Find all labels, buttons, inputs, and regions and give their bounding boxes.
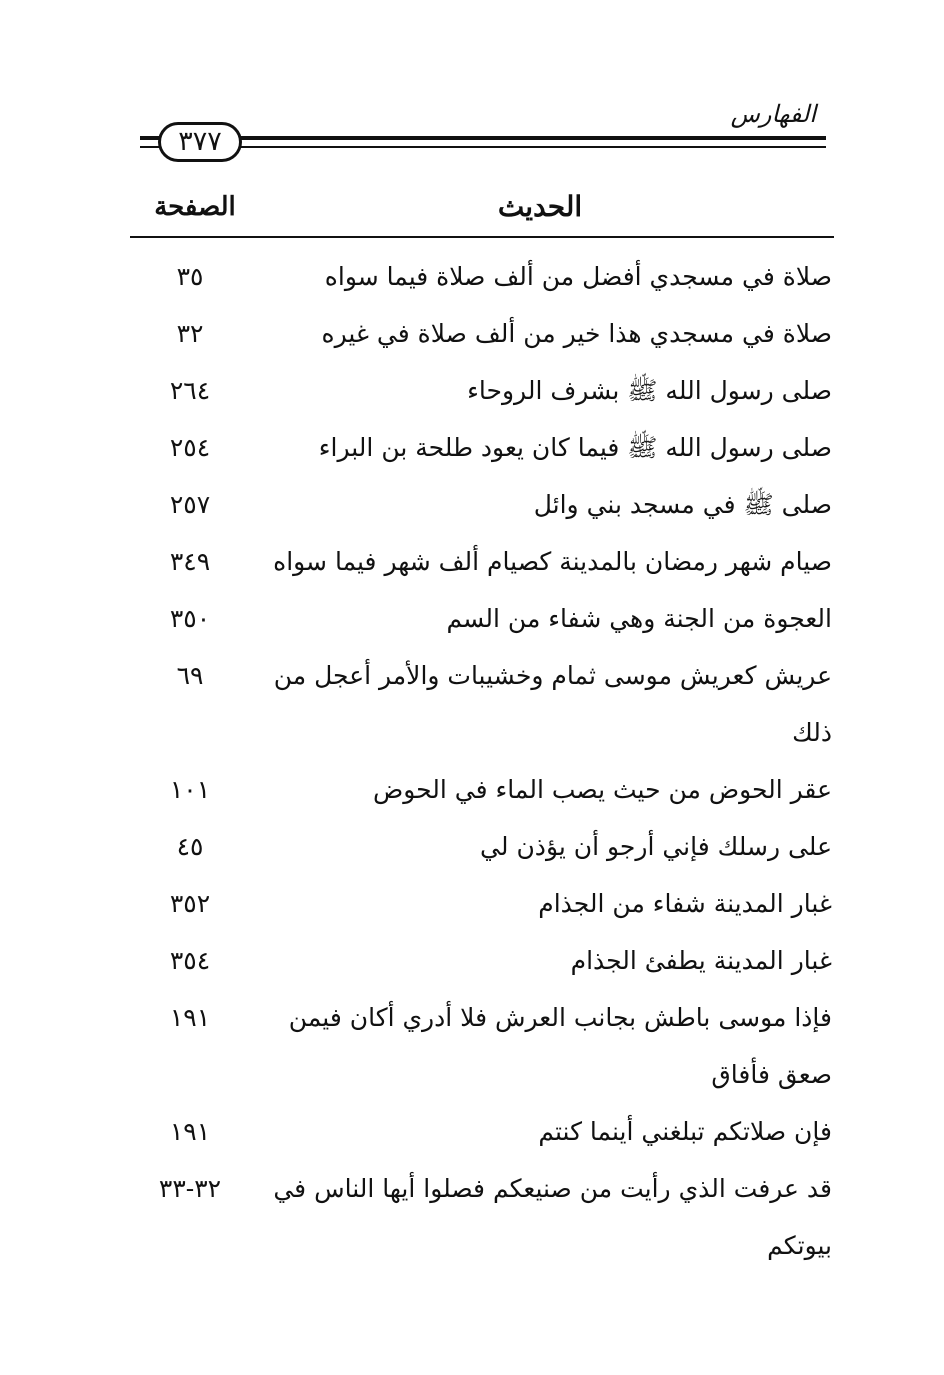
page-ref: ٣٢ xyxy=(176,319,204,348)
table-header-rule xyxy=(130,236,834,238)
header-rule-thin xyxy=(232,146,826,148)
index-entry xyxy=(130,818,832,875)
page-ref: ١٩١ xyxy=(169,1117,211,1146)
index-entry xyxy=(130,1160,832,1274)
hadith-text: صلى ﷺ في مسجد بني وائل xyxy=(533,490,832,519)
column-heading-hadith: الحديث xyxy=(497,190,583,223)
page-ref: ٤٥ xyxy=(176,832,204,861)
hadith-text: غبار المدينة يطفئ الجذام xyxy=(570,946,832,975)
hadith-text: صلاة في مسجدي هذا خير من ألف صلاة في غيره xyxy=(321,319,832,348)
page-ref: ٣٥٢ xyxy=(169,889,211,918)
index-entry xyxy=(130,932,832,989)
index-entry xyxy=(130,362,832,419)
header-rule-thick xyxy=(232,136,826,140)
page-ref: ١٠١ xyxy=(169,775,211,804)
hadith-text: عريش كعريش موسى ثمام وخشيبات والأمر أعجل من ذلك xyxy=(273,661,832,747)
header-rule-left-thick xyxy=(140,136,160,140)
index-entry xyxy=(130,533,832,590)
index-entry xyxy=(130,875,832,932)
index-entry xyxy=(130,1103,832,1160)
page-ref: ١٩١ xyxy=(169,1003,211,1032)
page-ref: ٢٥٤ xyxy=(169,433,211,462)
page-ref: ٣٥٠ xyxy=(169,604,211,633)
hadith-text: صلى رسول الله ﷺ فيما كان يعود طلحة بن البراء xyxy=(318,433,832,462)
index-entry xyxy=(130,419,832,476)
index-entry xyxy=(130,248,832,305)
page-ref: ٣٢-٣٣ xyxy=(158,1174,222,1203)
column-heading-page: الصفحة xyxy=(154,192,236,222)
index-entry xyxy=(130,761,832,818)
hadith-text: العجوة من الجنة وهي شفاء من السم xyxy=(446,604,832,633)
hadith-text: فإن صلاتكم تبلغني أينما كنتم xyxy=(538,1117,832,1146)
index-entry xyxy=(130,647,832,761)
hadith-text: صيام شهر رمضان بالمدينة كصيام ألف شهر فيما سواه xyxy=(273,547,832,576)
page-ref: ٢٦٤ xyxy=(169,376,211,405)
running-head: الفهارس xyxy=(730,100,816,128)
page-ref: ٣٥٤ xyxy=(169,946,211,975)
page-ref: ٣٤٩ xyxy=(169,547,211,576)
page-ref: ٦٩ xyxy=(176,661,204,690)
page-ref: ٣٥ xyxy=(176,262,204,291)
index-list xyxy=(130,248,832,1274)
hadith-text: قد عرفت الذي رأيت من صنيعكم فصلوا أيها الناس في بيوتكم xyxy=(273,1174,832,1260)
index-entry xyxy=(130,590,832,647)
index-entry xyxy=(130,476,832,533)
hadith-text: فإذا موسى باطش بجانب العرش فلا أدري أكان فيمن صعق فأفاق xyxy=(288,1003,832,1089)
hadith-text: عقر الحوض من حيث يصب الماء في الحوض xyxy=(373,775,832,804)
page-ref: ٢٥٧ xyxy=(169,490,211,519)
index-entry xyxy=(130,989,832,1103)
hadith-text: صلى رسول الله ﷺ بشرف الروحاء xyxy=(467,376,832,405)
hadith-text: صلاة في مسجدي أفضل من ألف صلاة فيما سواه xyxy=(324,262,832,291)
hadith-text: غبار المدينة شفاء من الجذام xyxy=(538,889,832,918)
hadith-text: على رسلك فإني أرجو أن يؤذن لي xyxy=(480,832,832,861)
page-number-badge: ٣٧٧ xyxy=(158,122,242,162)
header-rule-left-thin xyxy=(140,146,160,148)
index-entry xyxy=(130,305,832,362)
